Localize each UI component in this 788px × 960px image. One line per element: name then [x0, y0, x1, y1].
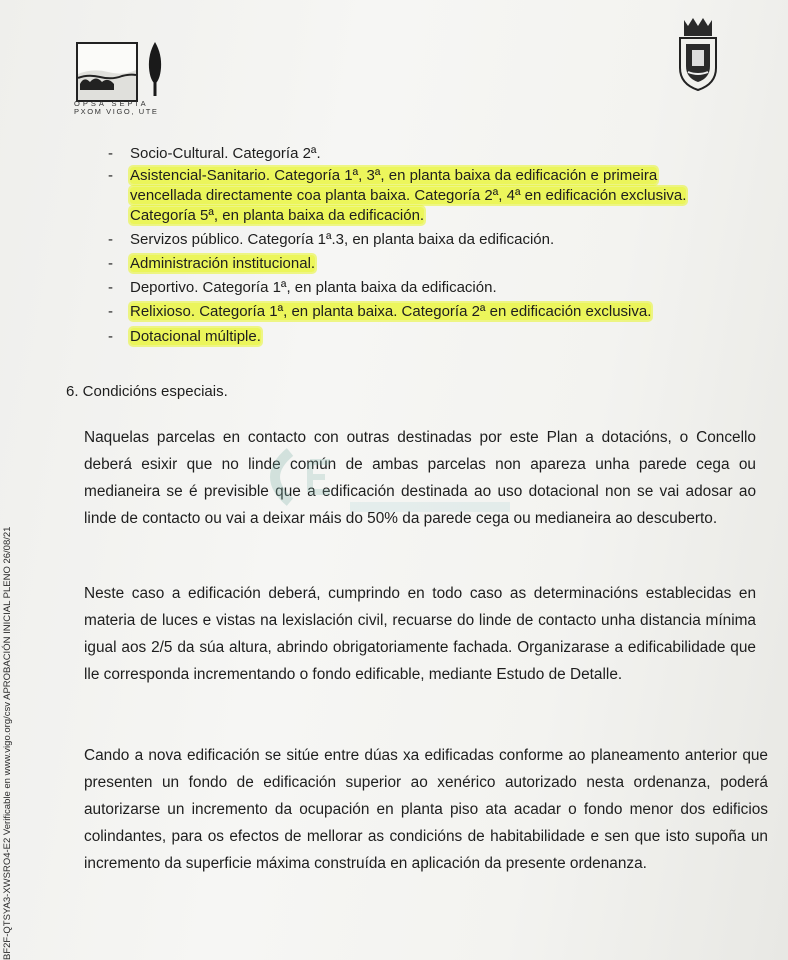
list-item: - Asistencial-Sanitario. Categoría 1ª, 3ª, en planta baixa da edificación e primeira vencellada directamente coa planta baixa. Categoría 2ª, 4ª en edificación exclusiva. Categoría 5ª, en planta baixa da edificación.	[108, 167, 687, 224]
category-list	[108, 140, 748, 347]
highlighted-text: Dotacional múltiple.	[130, 328, 261, 345]
highlighted-text: Administración institucional.	[130, 255, 316, 272]
list-item: - Socio-Cultural. Categoría 2ª.	[108, 145, 321, 162]
list-item-text: Deportivo. Categoría 1ª, en planta baixa da edificación.	[130, 279, 497, 296]
list-item-text: Socio-Cultural. Categoría 2ª.	[130, 145, 321, 162]
coat-of-arms-icon	[674, 14, 722, 94]
list-item: - Relixioso. Categoría 1ª, en planta baixa. Categoría 2ª en edificación exclusiva.	[108, 303, 652, 320]
logo-caption: OPSA SEPIA PXOM VIGO, UTE	[74, 99, 159, 116]
company-logo	[74, 40, 174, 120]
list-item-text: Servizos público. Categoría 1ª.3, en planta baixa da edificación.	[130, 231, 555, 248]
section-heading: 6. Condicións especiais.	[66, 383, 228, 400]
paragraph: Neste caso a edificación deberá, cumprindo en todo caso as determinacións establecidas en materia de luces e vistas na lexislación civil, recuarse do linde de contacto unha distancia mínima igual aos 2/5 da súa altura, abrindo obrigatoriamente fachada. Organizarase a edificabilidade que lle corresponda incrementando o fondo edificable, mediante Estudo de Detalle.	[84, 585, 756, 683]
list-item: - Deportivo. Categoría 1ª, en planta baixa da edificación.	[108, 279, 497, 296]
verification-stamp: BF2F-QTSYA3-XWSRO4-E2 Verificable en www.vigo.org/csv APROBACIÓN INICIAL PLENO 26/08/21	[2, 526, 13, 960]
highlighted-text: Asistencial-Sanitario. Categoría 1ª, 3ª, en planta baixa da edificación e primeira	[130, 167, 658, 184]
highlighted-text: vencellada directamente coa planta baixa. Categoría 2ª, 4ª en edificación exclusiva.	[130, 187, 687, 204]
list-item: - Administración institucional.	[108, 255, 316, 272]
paragraph: Naquelas parcelas en contacto con outras destinadas por este Plan a dotacións, o Concello deberá esixir que no linde común de ambas parcelas non apareza unha parede cega ou medianeira se é previsible que a edificación destinada ao uso dotacional non se vai adosar ao linde de contacto ou vai a deixar máis do 50% da parede cega ou medianeira ao descuberto.	[84, 429, 756, 527]
list-item: - Dotacional múltiple.	[108, 328, 261, 345]
highlighted-text: Relixioso. Categoría 1ª, en planta baixa. Categoría 2ª en edificación exclusiva.	[130, 303, 652, 320]
logo-landscape-icon	[76, 42, 138, 102]
brush-icon	[146, 40, 164, 98]
list-item: - Servizos público. Categoría 1ª.3, en planta baixa da edificación.	[108, 231, 555, 248]
paragraph: Cando a nova edificación se sitúe entre dúas xa edificadas conforme ao planeamento anterior que presenten un fondo de edificación superior ao xenérico autorizado nesta ordenanza, poderá autorizarse un incremento da ocupación en planta piso ata acadar o fondo menor dos edificios colindantes, para os efectos de mellorar as condicións de habitabilidade e sen que isto supoña un incremento da superficie máxima construída en aplicación da presente ordenanza.	[84, 747, 768, 872]
highlighted-text: Categoría 5ª, en planta baixa da edificación.	[130, 207, 425, 224]
